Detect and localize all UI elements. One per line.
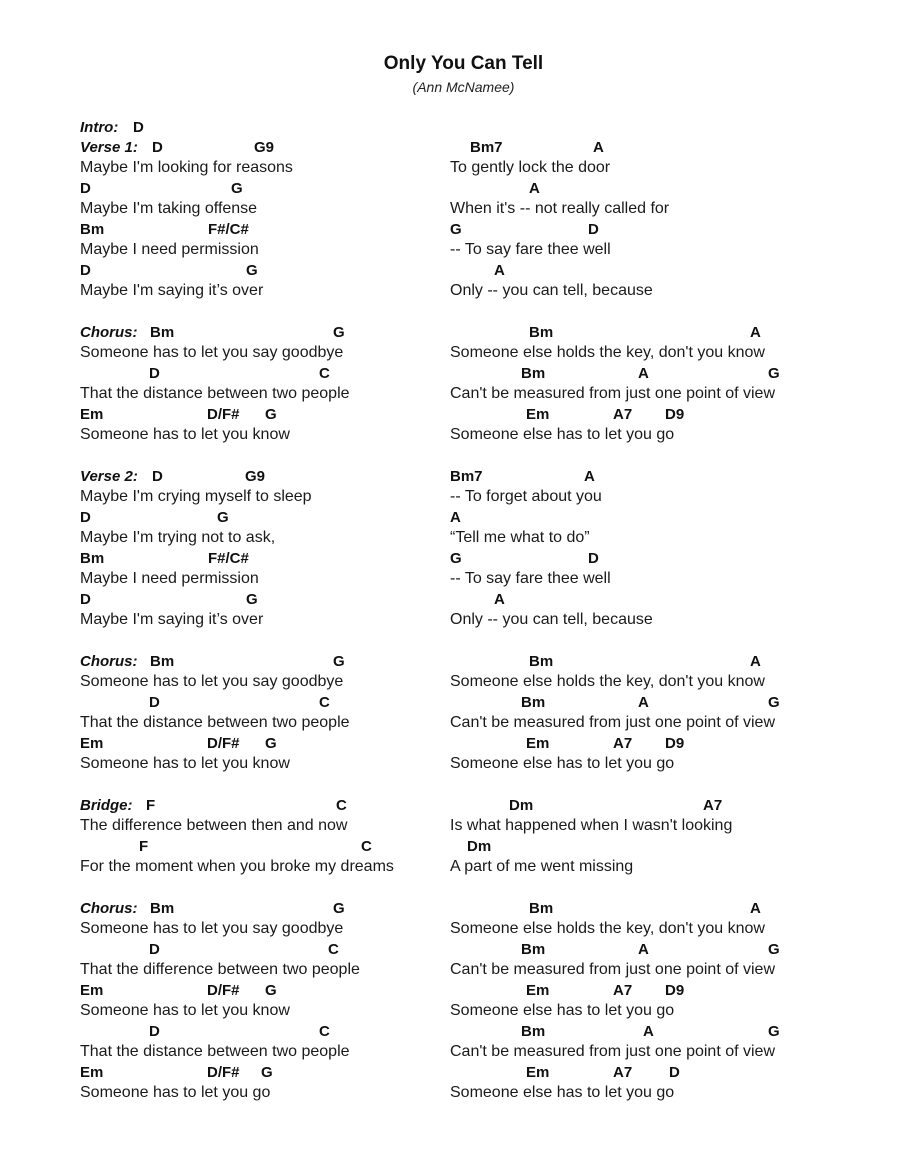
lyric-line: Can't be measured from just one point of view [450, 714, 775, 731]
chord: Em [80, 735, 104, 752]
chord: A [643, 1023, 654, 1040]
lyric-line: Someone has to let you say goodbye [80, 344, 344, 361]
lyric-line: Can't be measured from just one point of view [450, 961, 775, 978]
chord: C [319, 694, 330, 711]
chord-line [0, 837, 900, 857]
chord: F [139, 838, 149, 855]
lyric-line: Someone else has to let you go [450, 755, 675, 772]
lyric-line: Someone has to let you know [80, 1002, 290, 1019]
chord: A [529, 180, 540, 197]
chord: Bm [80, 221, 105, 238]
lyric-line: -- To forget about you [450, 488, 602, 505]
lyric-line: When it's -- not really called for [450, 200, 670, 217]
lyric-line: Maybe I need permission [80, 241, 259, 258]
chord: A [494, 262, 505, 279]
lyric-line: Someone else holds the key, don't you know [450, 920, 765, 937]
chord-line [0, 467, 900, 487]
chord: D [152, 139, 163, 156]
chord: Bm [150, 653, 175, 670]
chord: G9 [245, 468, 266, 485]
chord: D/F# [207, 406, 240, 423]
section-label: Chorus: [80, 900, 138, 917]
chord-line [0, 138, 900, 158]
chord: Bm [150, 324, 175, 341]
lyric-line: Someone else holds the key, don't you know [450, 344, 765, 361]
chord: F#/C# [208, 221, 249, 238]
lyric-line: Only -- you can tell, because [450, 282, 653, 299]
chord: A [450, 509, 461, 526]
lyric-line: Maybe I'm trying not to ask, [80, 529, 276, 546]
lyric-line: That the distance between two people [80, 385, 350, 402]
chord-line [0, 508, 900, 528]
chord: G [450, 221, 462, 238]
chord: A [593, 139, 604, 156]
chord: Em [80, 406, 104, 423]
chord: Dm [509, 797, 534, 814]
chord: Bm [521, 365, 546, 382]
chord-line [0, 981, 900, 1001]
chord-line [0, 590, 900, 610]
section-label: Verse 2: [80, 468, 138, 485]
chord: Bm [529, 653, 554, 670]
chord: F#/C# [208, 550, 249, 567]
chord-line [0, 652, 900, 672]
chord: A7 [613, 406, 633, 423]
lyric-line: Can't be measured from just one point of view [450, 385, 775, 402]
chord: D [149, 365, 160, 382]
chord: G [450, 550, 462, 567]
chord-line [0, 899, 900, 919]
chord: A7 [613, 982, 633, 999]
chord: D [80, 262, 91, 279]
chord: C [361, 838, 372, 855]
chord: D [588, 221, 599, 238]
chord: Em [80, 1064, 104, 1081]
chord: G [768, 694, 780, 711]
chord: A [494, 591, 505, 608]
chord: G [768, 1023, 780, 1040]
chord: G [265, 982, 277, 999]
chord-line [0, 549, 900, 569]
lyric-line: Maybe I'm saying it’s over [80, 611, 264, 628]
lyric-line: Someone else has to let you go [450, 426, 675, 443]
chord: Em [526, 406, 550, 423]
lyric-line: To gently lock the door [450, 159, 611, 176]
chord: C [319, 1023, 330, 1040]
chord: G [246, 591, 258, 608]
lyric-line: That the distance between two people [80, 1043, 350, 1060]
chord: C [319, 365, 330, 382]
chord: Bm [529, 324, 554, 341]
chord-line [0, 734, 900, 754]
chord-line [0, 179, 900, 199]
lyric-line: Only -- you can tell, because [450, 611, 653, 628]
lyric-line: Maybe I'm crying myself to sleep [80, 488, 312, 505]
chord: Bm [529, 900, 554, 917]
chord: G [265, 406, 277, 423]
chord: Em [526, 735, 550, 752]
chord: Bm [521, 941, 546, 958]
lyric-line: Maybe I'm saying it’s over [80, 282, 264, 299]
chord: F [146, 797, 156, 814]
chord-line [0, 323, 900, 343]
lyric-line: Maybe I'm taking offense [80, 200, 258, 217]
lyric-line: Someone has to let you go [80, 1084, 271, 1101]
chord-line [0, 940, 900, 960]
chord: Em [80, 982, 104, 999]
chord: D [149, 1023, 160, 1040]
lyric-line: Someone else holds the key, don't you know [450, 673, 765, 690]
section-label: Chorus: [80, 653, 138, 670]
lyric-line: Someone else has to let you go [450, 1002, 675, 1019]
lyric-line: Is what happened when I wasn't looking [450, 817, 733, 834]
chord-line [0, 364, 900, 384]
chord: A [750, 324, 761, 341]
chord: G9 [254, 139, 275, 156]
lyric-line: Can't be measured from just one point of view [450, 1043, 775, 1060]
chord: C [328, 941, 339, 958]
lyric-line: A part of me went missing [450, 858, 634, 875]
chord: Bm [150, 900, 175, 917]
lyric-line: For the moment when you broke my dreams [80, 858, 394, 875]
chord: D9 [665, 982, 685, 999]
chord: G [231, 180, 243, 197]
chord: D [80, 591, 91, 608]
chord: A [638, 694, 649, 711]
section-label: Intro: [80, 119, 119, 136]
chord: D [588, 550, 599, 567]
chord: A7 [703, 797, 723, 814]
chord: D9 [665, 406, 685, 423]
lyric-line: Someone else has to let you go [450, 1084, 675, 1101]
lyric-line: Someone has to let you say goodbye [80, 920, 344, 937]
lyric-line: That the difference between two people [80, 961, 360, 978]
chord: D9 [665, 735, 685, 752]
chord-line [0, 796, 900, 816]
chord: G [261, 1064, 273, 1081]
chord: A [750, 900, 761, 917]
chord: A7 [613, 735, 633, 752]
chord: D [149, 941, 160, 958]
chord: D/F# [207, 982, 240, 999]
lyric-line: Someone has to let you know [80, 755, 290, 772]
chord: D [80, 509, 91, 526]
lyric-line: Maybe I'm looking for reasons [80, 159, 293, 176]
chord: G [768, 365, 780, 382]
chord: G [217, 509, 229, 526]
chord: C [336, 797, 347, 814]
chord-line [0, 261, 900, 281]
chord: A [638, 365, 649, 382]
chord: G [246, 262, 258, 279]
chord: Dm [467, 838, 492, 855]
lyric-line: Someone has to let you say goodbye [80, 673, 344, 690]
chord: Em [526, 982, 550, 999]
chord: D/F# [207, 1064, 240, 1081]
song-title: Only You Can Tell [383, 53, 544, 74]
chord: D [149, 694, 160, 711]
chord: Bm [521, 1023, 546, 1040]
lyric-line: Someone has to let you know [80, 426, 290, 443]
chord-line [0, 693, 900, 713]
chord-line [0, 1022, 900, 1042]
chord: Bm [521, 694, 546, 711]
chord: Bm7 [450, 468, 483, 485]
chord: D [669, 1064, 680, 1081]
chord: Em [526, 1064, 550, 1081]
chord: G [768, 941, 780, 958]
chord: G [333, 653, 345, 670]
section-label: Verse 1: [80, 139, 138, 156]
chord: Bm7 [470, 139, 503, 156]
chord-line [0, 405, 900, 425]
lyric-line: -- To say fare thee well [450, 241, 611, 258]
chord: A [750, 653, 761, 670]
lyric-line: Maybe I need permission [80, 570, 259, 587]
chord: A7 [613, 1064, 633, 1081]
chord: G [265, 735, 277, 752]
chord: D [80, 180, 91, 197]
song-author: (Ann McNamee) [412, 79, 515, 95]
lyric-line: “Tell me what to do” [450, 529, 590, 546]
section-label: Bridge: [80, 797, 133, 814]
lyric-line: The difference between then and now [80, 817, 348, 834]
lyric-line: -- To say fare thee well [450, 570, 611, 587]
section-label: Chorus: [80, 324, 138, 341]
chord: G [333, 900, 345, 917]
chord: D [133, 119, 144, 136]
lyric-line: That the distance between two people [80, 714, 350, 731]
chord: A [638, 941, 649, 958]
chord-line [0, 118, 900, 138]
chord-line [0, 1063, 900, 1083]
chord-line [0, 220, 900, 240]
chord: Bm [80, 550, 105, 567]
chord: G [333, 324, 345, 341]
chord: D/F# [207, 735, 240, 752]
chord: A [584, 468, 595, 485]
chord: D [152, 468, 163, 485]
